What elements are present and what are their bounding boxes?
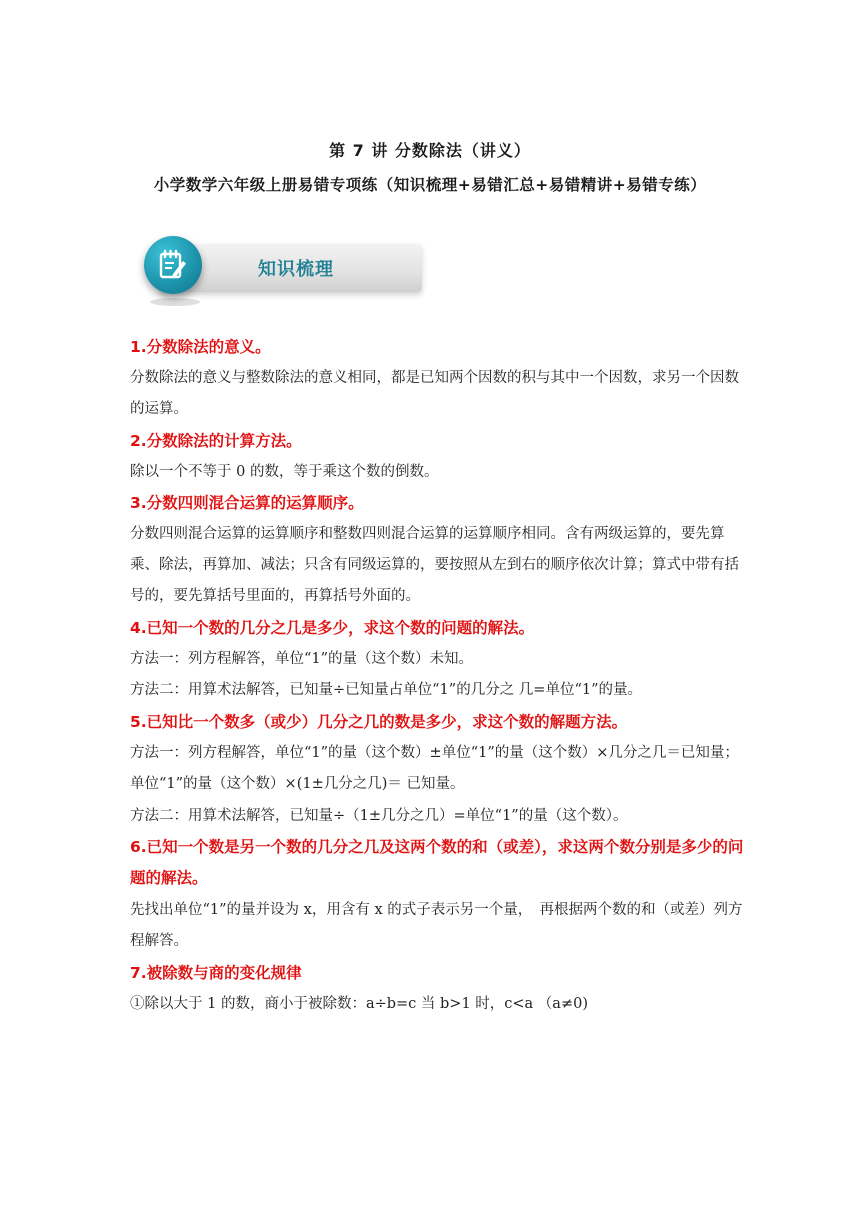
page-title: 第 7 讲 分数除法（讲义）	[329, 141, 531, 160]
section-text: 分数除法的意义与整数除法的意义相同，都是已知两个因数的积与其中一个因数，求另一个因数的运算。	[130, 370, 739, 417]
section-heading: 1.分数除法的意义。	[130, 338, 271, 356]
page-subtitle: 小学数学六年级上册易错专项练（知识梳理+易错汇总+易错精讲+易错专练）	[153, 176, 707, 194]
notepad-pencil-icon	[144, 236, 202, 294]
section-text: 方法一：列方程解答，单位“1”的量（这个数）±单位“1”的量（这个数）×几分之几＝已知量；单位“1”的量（这个数）×(1±几分之几)＝ 已知量。	[130, 745, 739, 792]
section-text: 分数四则混合运算的运算顺序和整数四则混合运算的运算顺序相同。含有两级运算的，要先算乘、除法，再算加、减法；只含有同级运算的，要按照从左到右的顺序依次计算；算式中带有括号的，要先算括号里面的，再算括号外面的。	[130, 526, 739, 604]
section-text: 除以一个不等于 0 的数，等于乘这个数的倒数。	[130, 464, 439, 480]
section-heading: 5.已知比一个数多（或少）几分之几的数是多少，求这个数的解题方法。	[130, 713, 628, 731]
banner-shadow	[150, 298, 200, 306]
section-heading: 6.已知一个数是另一个数的几分之几及这两个数的和（或差），求这两个数分别是多少的问题的解法。	[130, 838, 744, 887]
section-heading: 2.分数除法的计算方法。	[130, 432, 302, 450]
section-text: ①除以大于 1 的数，商小于被除数：a÷b=c 当 b>1 时，c<a （a≠0)	[130, 996, 588, 1012]
section-text: 先找出单位“1”的量并设为 x，用含有 x 的式子表示另一个量， 再根据两个数的和（或差）列方程解答。	[130, 902, 743, 949]
banner-label: 知识梳理	[258, 259, 334, 280]
knowledge-content	[130, 336, 750, 1024]
section-banner	[140, 240, 424, 296]
section-heading: 3.分数四则混合运算的运算顺序。	[130, 494, 364, 512]
section-text: 方法二：用算术法解答，已知量÷（1±几分之几）=单位“1”的量（这个数）。	[130, 808, 628, 824]
section-heading: 4.已知一个数的几分之几是多少，求这个数的问题的解法。	[130, 619, 535, 637]
section-text: 方法一：列方程解答，单位“1”的量（这个数）未知。	[130, 651, 474, 667]
section-text: 方法二：用算术法解答，已知量÷已知量占单位“1”的几分之 几=单位“1”的量。	[130, 682, 643, 698]
section-heading: 7.被除数与商的变化规律	[130, 964, 302, 982]
